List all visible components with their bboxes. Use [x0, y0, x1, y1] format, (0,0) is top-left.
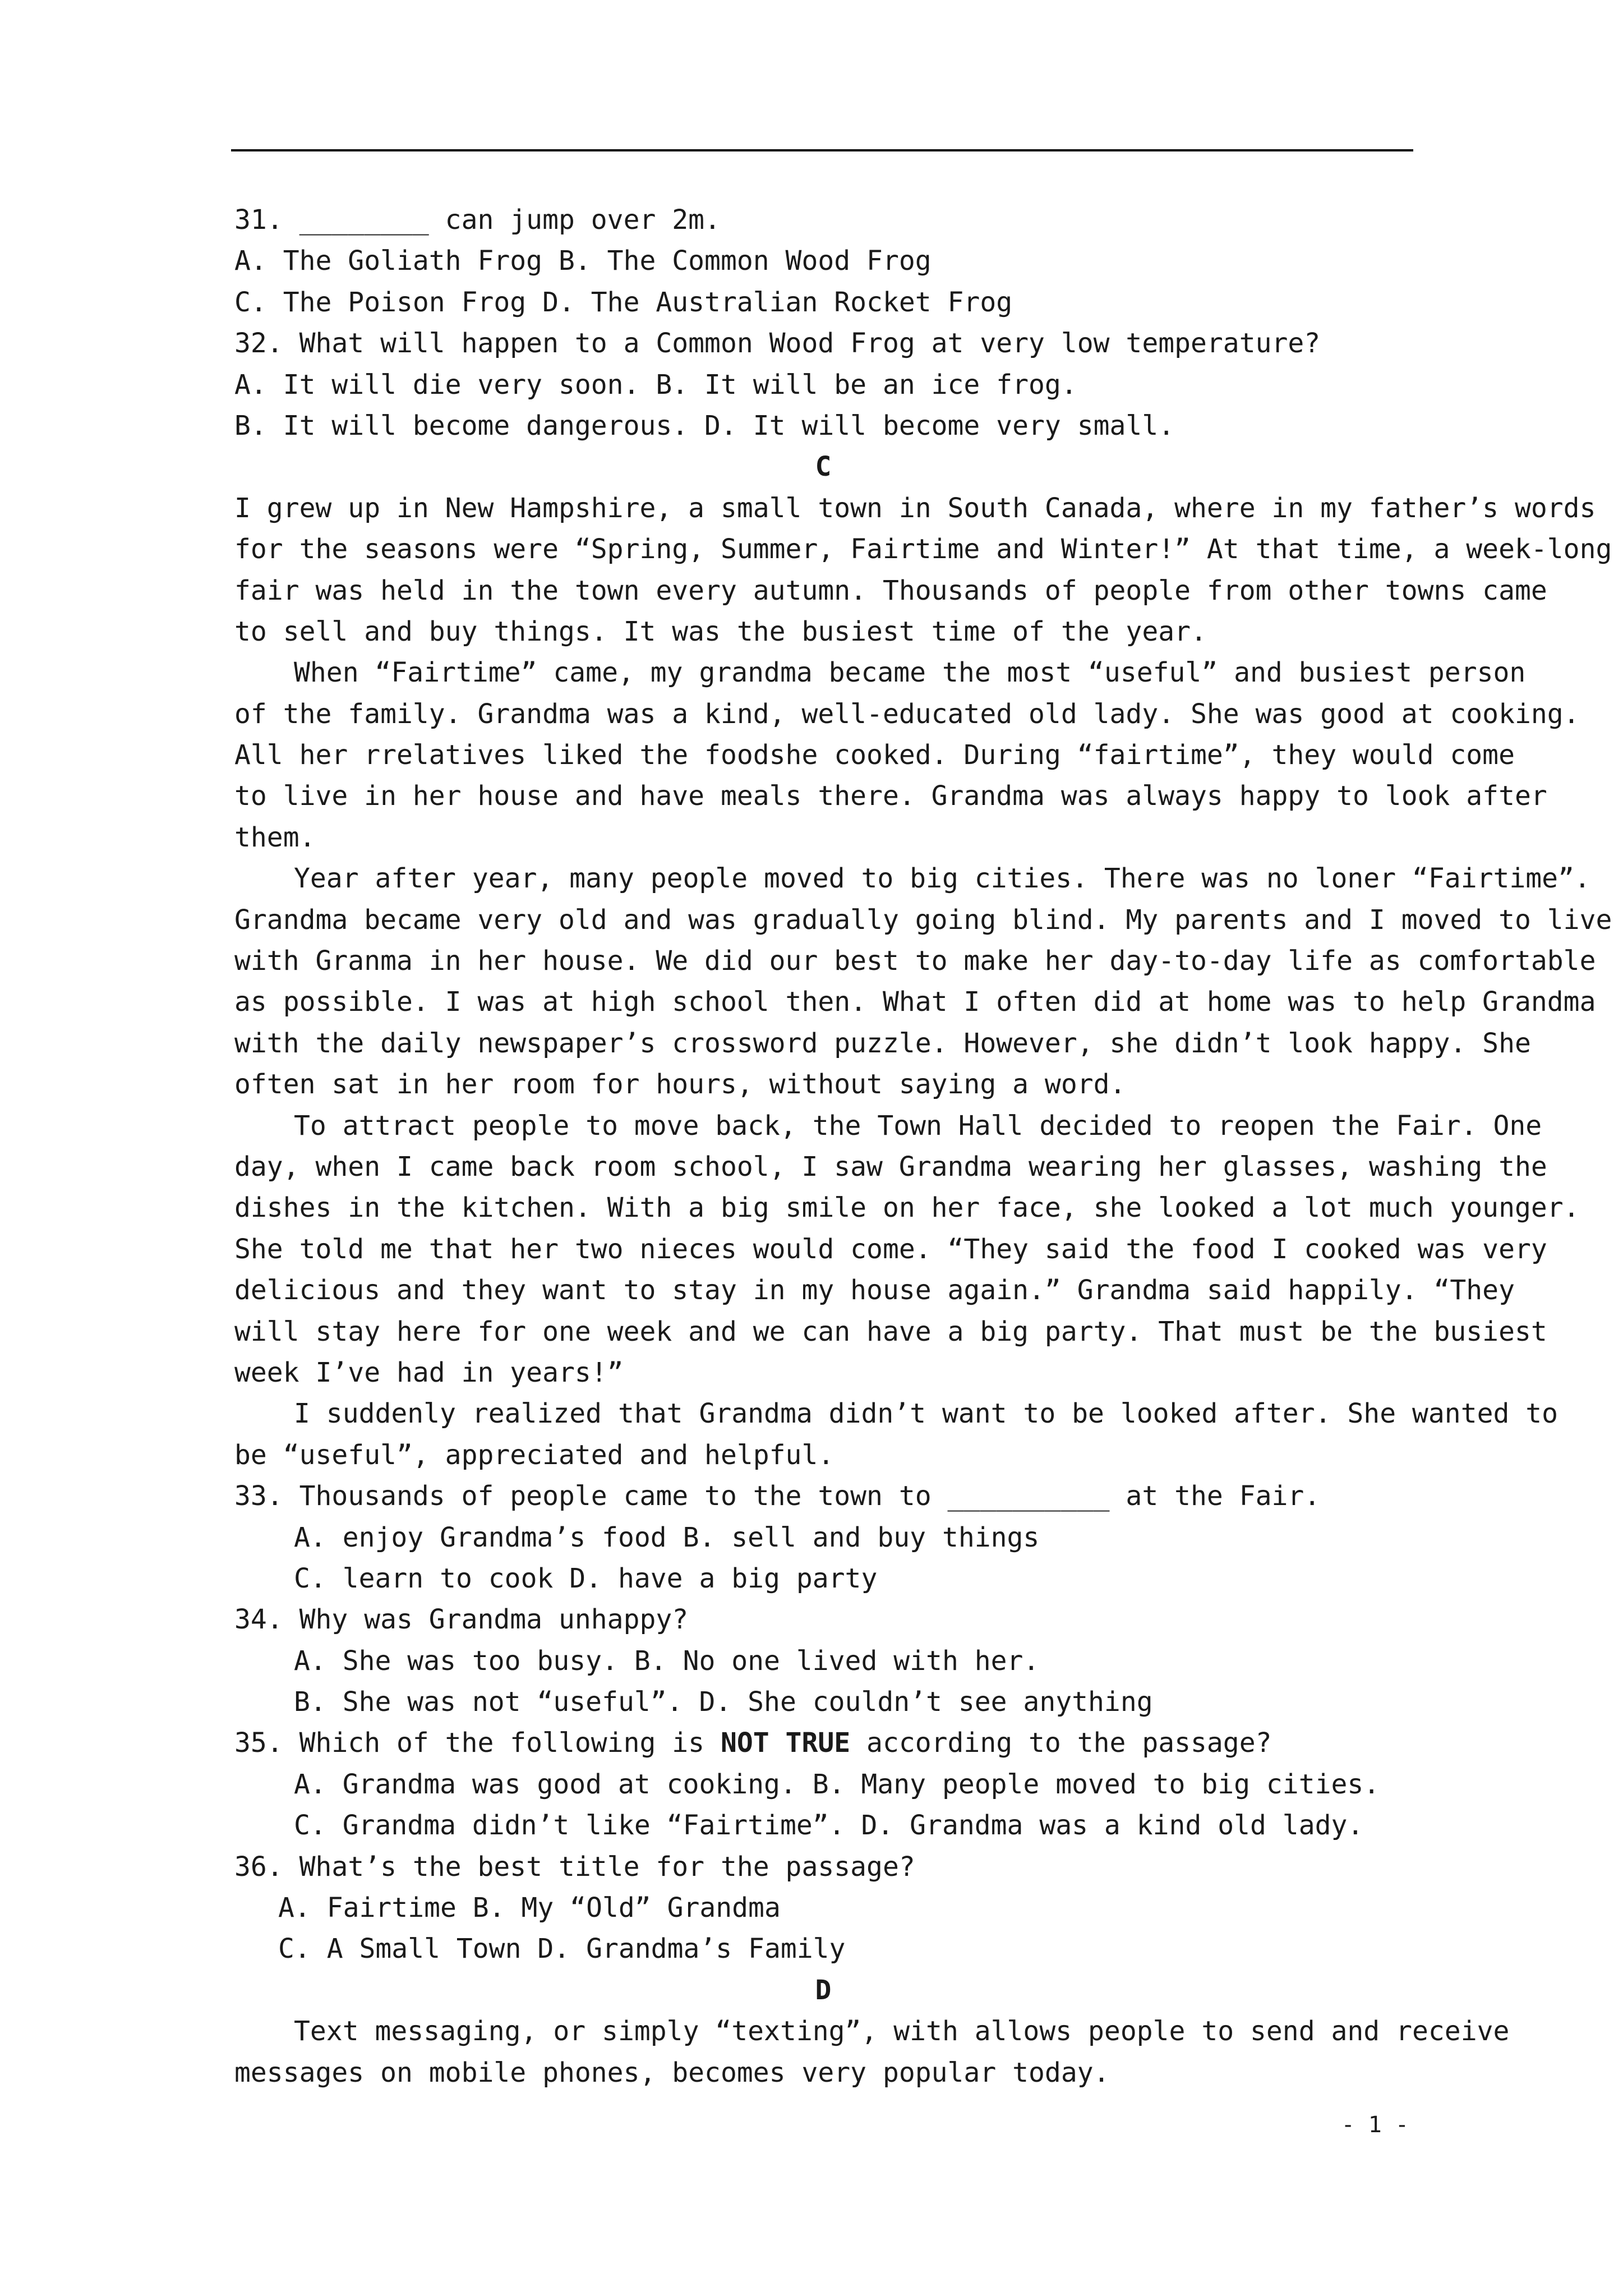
passage-c-line: dishes in the kitchen. With a big smile on her face, she looked a lot much younger. — [234, 1192, 1580, 1224]
passage-c-line: delicious and they want to stay in my house again.” Grandma said happily. “They — [234, 1274, 1515, 1306]
question-36-options-cd: C. A Small Town D. Grandma’s Family — [278, 1933, 846, 1965]
question-32-options-cd: B. It will become dangerous. D. It will become very small. — [234, 409, 1175, 441]
passage-c-line: Year after year, many people moved to big cities. There was no loner “Fairtime”. — [294, 863, 1590, 895]
question-35-stem-start: 35. Which of the following is — [234, 1727, 721, 1759]
question-31-options-ab: A. The Goliath Frog B. The Common Wood Frog — [234, 245, 932, 277]
question-33-options-cd: C. learn to cook D. have a big party — [294, 1562, 878, 1594]
passage-c-line: be “useful”, appreciated and helpful. — [234, 1439, 834, 1471]
question-32-stem: 32. What will happen to a Common Wood Frog at very low temperature? — [234, 328, 1321, 360]
passage-c-line: To attract people to move back, the Town Hall decided to reopen the Fair. One — [294, 1110, 1542, 1142]
page-content — [234, 200, 1612, 2093]
passage-c-line: with the daily newspaper’s crossword puzzle. However, she didn’t look happy. She — [234, 1027, 1531, 1059]
question-34-options-cd: B. She was not “useful”. D. She couldn’t see anything — [294, 1686, 1153, 1718]
question-35-stem — [234, 1723, 1412, 1764]
passage-c-line: for the seasons were “Spring, Summer, Fairtime and Winter!” At that time, a week-long — [234, 533, 1612, 565]
question-35-options-cd: C. Grandma didn’t like “Fairtime”. D. Grandma was a kind old lady. — [294, 1810, 1364, 1842]
question-31-stem: 31. ________ can jump over 2m. — [234, 204, 721, 236]
passage-c-line: to live in her house and have meals there. Grandma was always happy to look after — [234, 780, 1547, 812]
page-number: - 1 - — [1341, 2112, 1409, 2138]
passage-c-line: day, when I came back room school, I saw Grandma wearing her glasses, washing the — [234, 1151, 1547, 1182]
passage-c-line: She told me that her two nieces would come. “They said the food I cooked was very — [234, 1233, 1547, 1265]
section-c-heading: C — [815, 451, 832, 483]
question-36-stem: 36. What’s the best title for the passage? — [234, 1851, 915, 1883]
passage-c-line: will stay here for one week and we can have a big party. That must be the busiest — [234, 1315, 1547, 1347]
passage-c-line: fair was held in the town every autumn. Thousands of people from other towns came — [234, 574, 1547, 606]
passage-c-line: to sell and buy things. It was the busiest time of the year. — [234, 615, 1207, 647]
passage-c-line: All her rrelatives liked the foodshe cooked. During “fairtime”, they would come — [234, 739, 1515, 771]
passage-c-line: I suddenly realized that Grandma didn’t want to be looked after. She wanted to — [294, 1398, 1559, 1430]
question-33-options-ab: A. enjoy Grandma’s food B. sell and buy things — [294, 1521, 1040, 1553]
question-34-stem: 34. Why was Grandma unhappy? — [234, 1604, 689, 1636]
passage-c-line: them. — [234, 821, 316, 853]
question-32-options-ab: A. It will die very soon. B. It will be an ice frog. — [234, 369, 1077, 401]
passage-c-line: When “Fairtime” came, my grandma became the most “useful” and busiest person — [294, 657, 1526, 689]
passage-d-line: Text messaging, or simply “texting”, with allows people to send and receive — [294, 2016, 1510, 2047]
passage-c-line: with Granma in her house. We did our best to make her day-to-day life as comfortable — [234, 945, 1596, 977]
question-33-stem: 33. Thousands of people came to the town to __________ at the Fair. — [234, 1480, 1321, 1512]
passage-d-line: messages on mobile phones, becomes very popular today. — [234, 2056, 1110, 2088]
question-35-options-ab: A. Grandma was good at cooking. B. Many people moved to big cities. — [294, 1768, 1380, 1800]
passage-c-line: often sat in her room for hours, without saying a word. — [234, 1069, 1126, 1101]
question-35-emphasis: NOT TRUE — [720, 1727, 851, 1759]
passage-c-line: I grew up in New Hampshire, a small town in South Canada, where in my father’s words — [234, 492, 1596, 524]
passage-c-line: of the family. Grandma was a kind, well-educated old lady. She was good at cooking. — [234, 698, 1580, 730]
passage-c-line: Grandma became very old and was gradually going blind. My parents and I moved to live — [234, 904, 1612, 936]
question-36-options-ab: A. Fairtime B. My “Old” Grandma — [278, 1892, 781, 1924]
section-d-heading: D — [815, 1974, 832, 2006]
question-34-options-ab: A. She was too busy. B. No one lived with her. — [294, 1645, 1040, 1677]
passage-c-line: as possible. I was at high school then. What I often did at home was to help Grandma — [234, 986, 1596, 1018]
question-35-stem-end: according to the passage? — [850, 1727, 1272, 1759]
passage-c-line: week I’ve had in years!” — [234, 1356, 624, 1388]
question-31-options-cd: C. The Poison Frog D. The Australian Rocket Frog — [234, 286, 1013, 318]
header-rule — [231, 149, 1413, 151]
